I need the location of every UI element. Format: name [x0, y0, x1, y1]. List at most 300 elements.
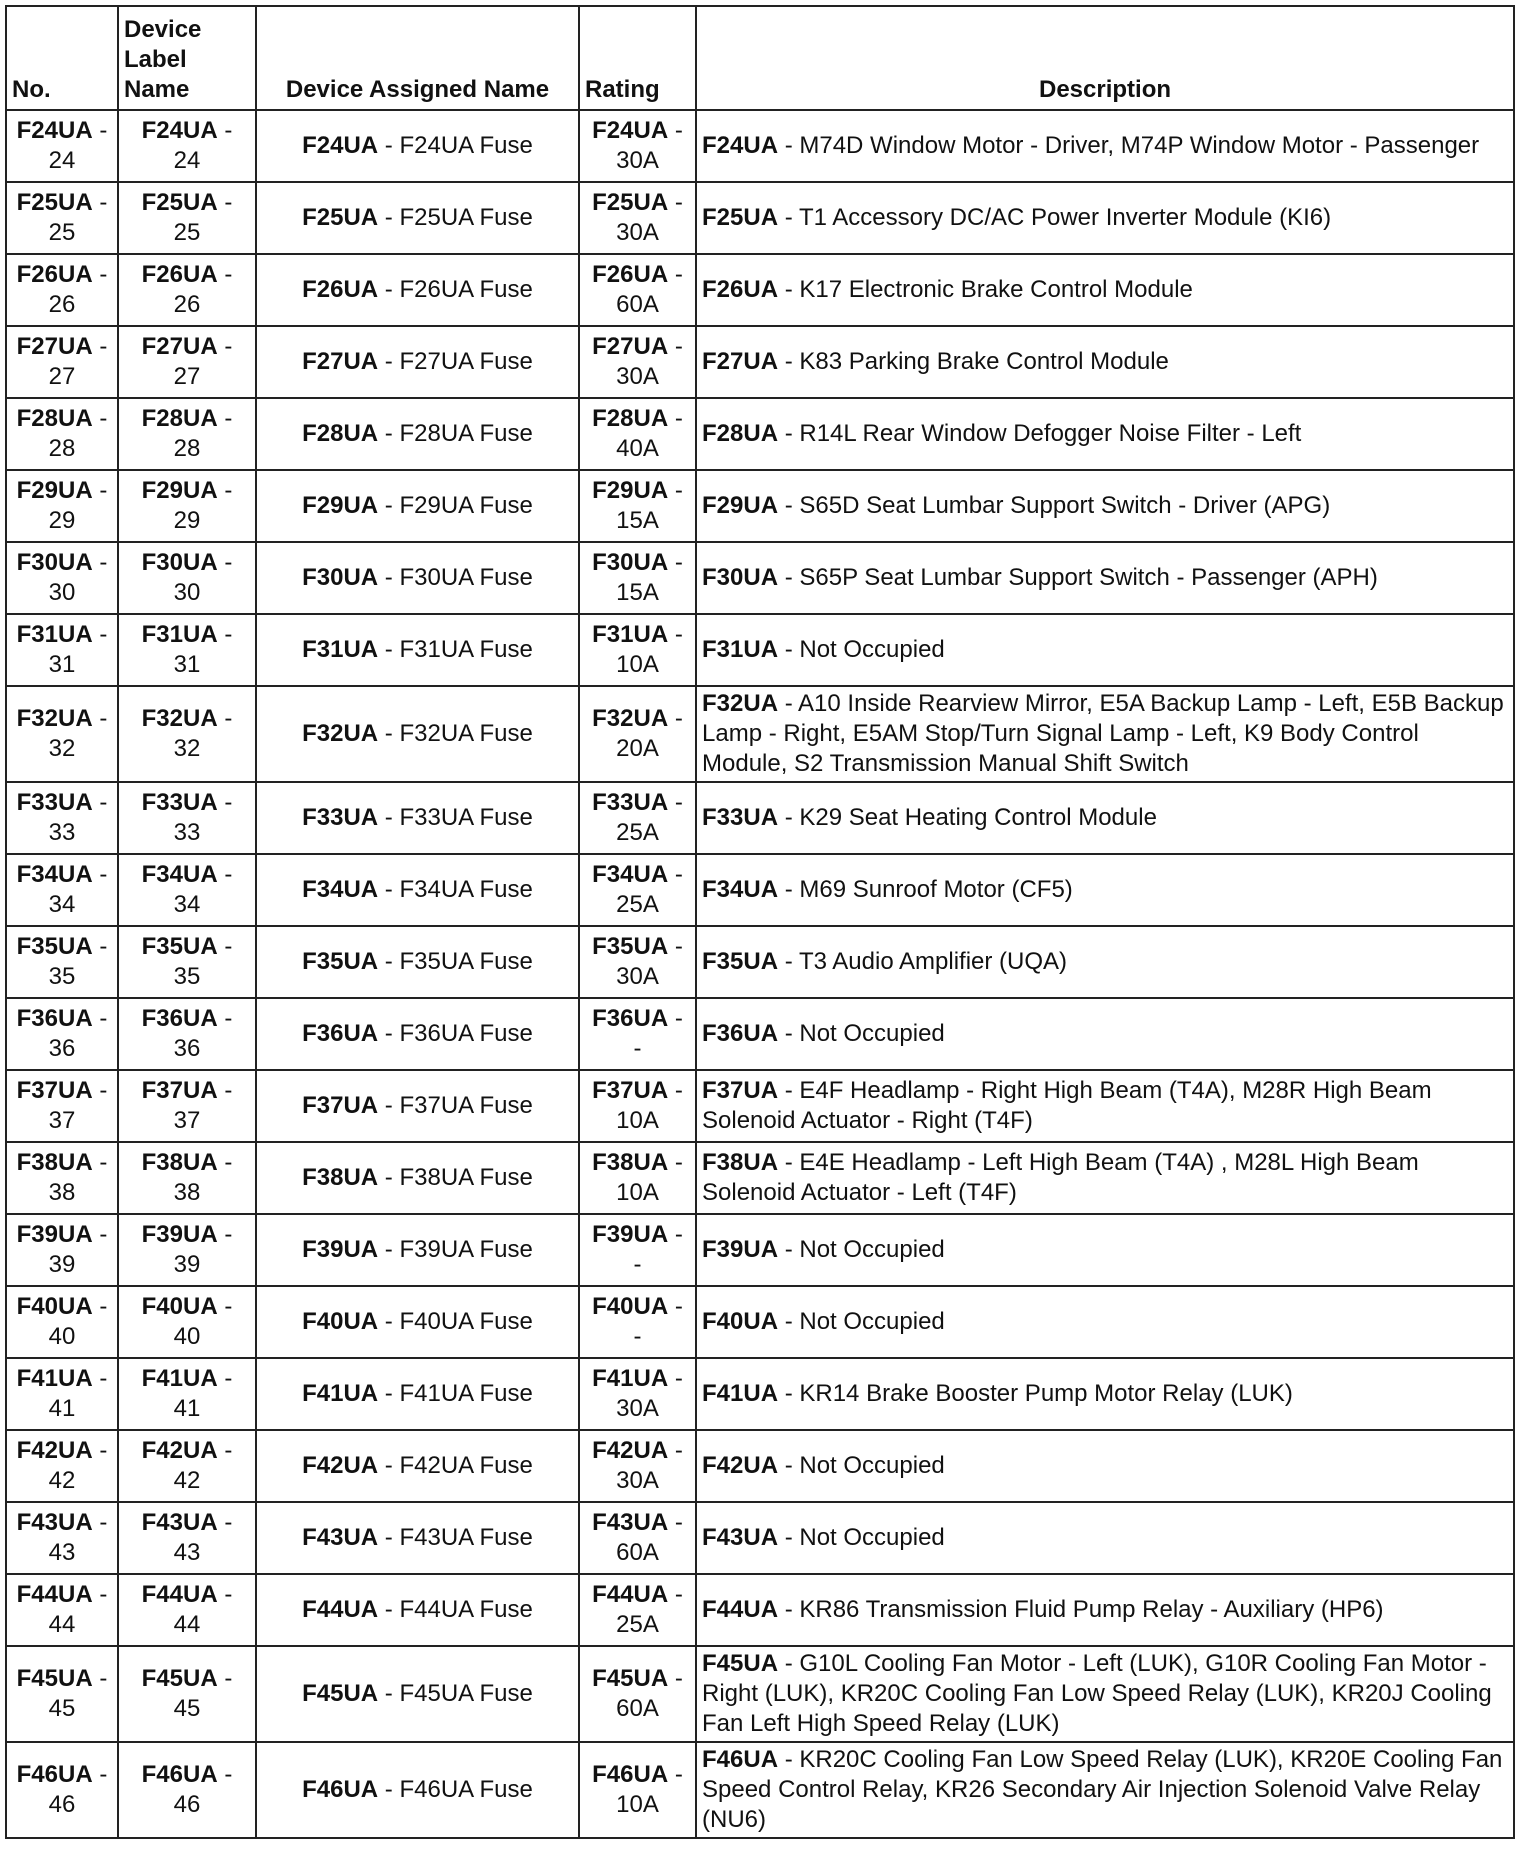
- fuse-number: 33: [48, 819, 76, 846]
- table-row: [6, 1358, 1514, 1430]
- label-code: F34UA: [141, 861, 218, 888]
- rating-code: F29UA: [592, 477, 669, 504]
- label-code: F37UA: [141, 1077, 218, 1104]
- cell-rating: [579, 398, 696, 470]
- cell-no: [6, 1358, 118, 1430]
- cell-device-assigned-name: [256, 470, 579, 542]
- rating-value: 25A: [616, 1611, 659, 1638]
- assigned-name: F24UA Fuse: [399, 132, 533, 159]
- rating-code: F25UA: [592, 189, 669, 216]
- assigned-name: F27UA Fuse: [399, 348, 533, 375]
- rating-code: F37UA: [592, 1077, 669, 1104]
- separator: -: [217, 1293, 233, 1320]
- assigned-code: F35UA: [302, 948, 379, 975]
- separator: -: [778, 348, 800, 375]
- cell-device-assigned-name: [256, 926, 579, 998]
- cell-device-assigned-name: [256, 398, 579, 470]
- separator: -: [378, 132, 400, 159]
- assigned-name: F28UA Fuse: [399, 420, 533, 447]
- separator: -: [378, 348, 400, 375]
- rating-value: 30A: [616, 1395, 659, 1422]
- label-code: F24UA: [141, 117, 218, 144]
- separator: -: [778, 1308, 800, 1335]
- cell-rating: [579, 1502, 696, 1574]
- separator: -: [668, 789, 683, 816]
- cell-no: [6, 254, 118, 326]
- separator: -: [92, 789, 108, 816]
- label-code: F33UA: [141, 789, 218, 816]
- label-code: F42UA: [141, 1437, 218, 1464]
- separator: -: [778, 1650, 800, 1677]
- separator: -: [92, 1509, 108, 1536]
- rating-value: -: [633, 1251, 642, 1278]
- assigned-name: F26UA Fuse: [399, 276, 533, 303]
- cell-rating: [579, 1742, 696, 1838]
- cell-rating: [579, 614, 696, 686]
- description-code: F26UA: [702, 276, 779, 303]
- cell-device-assigned-name: [256, 1502, 579, 1574]
- cell-rating: [579, 782, 696, 854]
- fuse-number: 29: [48, 507, 76, 534]
- separator: -: [668, 477, 683, 504]
- cell-rating: [579, 1358, 696, 1430]
- separator: -: [217, 1761, 233, 1788]
- separator: -: [217, 1365, 233, 1392]
- description-text: S65D Seat Lumbar Support Switch - Driver (APG): [799, 492, 1331, 519]
- rating-value: 60A: [616, 291, 659, 318]
- rating-value: -: [633, 1323, 642, 1350]
- rating-value: 40A: [616, 435, 659, 462]
- assigned-name: F43UA Fuse: [399, 1524, 533, 1551]
- cell-no: [6, 1430, 118, 1502]
- rating-value: 10A: [616, 1791, 659, 1818]
- fuse-number: 30: [48, 579, 76, 606]
- table-row: [6, 1142, 1514, 1214]
- description-text: A10 Inside Rearview Mirror, E5A Backup Lamp - Left, E5B Backup Lamp - Right, E5AM Stop/Turn Signal Lamp - Left, K9 Body Control Module, S2 Transmission Manual Shift Switch: [702, 690, 1504, 777]
- fuse-code: F24UA: [16, 117, 93, 144]
- cell-rating: [579, 470, 696, 542]
- cell-rating: [579, 1214, 696, 1286]
- separator: -: [378, 1020, 400, 1047]
- rating-value: 25A: [616, 891, 659, 918]
- fuse-code: F31UA: [16, 621, 93, 648]
- assigned-code: F41UA: [302, 1380, 379, 1407]
- fuse-code: F25UA: [16, 189, 93, 216]
- fuse-code: F35UA: [16, 933, 93, 960]
- fuse-code: F41UA: [16, 1365, 93, 1392]
- rating-value: 30A: [616, 219, 659, 246]
- cell-device-assigned-name: [256, 1214, 579, 1286]
- separator: -: [378, 564, 400, 591]
- rating-code: F45UA: [592, 1665, 669, 1692]
- rating-value: 60A: [616, 1695, 659, 1722]
- cell-description: [696, 1070, 1514, 1142]
- separator: -: [378, 720, 400, 747]
- cell-description: [696, 542, 1514, 614]
- label-number: 36: [173, 1035, 201, 1062]
- fuse-number: 44: [48, 1611, 76, 1638]
- separator: -: [92, 1149, 108, 1176]
- description-text: E4F Headlamp - Right High Beam (T4A), M28R High Beam Solenoid Actuator - Right (T4F): [702, 1077, 1432, 1134]
- cell-device-label-name: [118, 1214, 256, 1286]
- fuse-code: F26UA: [16, 261, 93, 288]
- table-row: [6, 254, 1514, 326]
- description-code: F36UA: [702, 1020, 779, 1047]
- rating-code: F34UA: [592, 861, 669, 888]
- separator: -: [92, 1077, 108, 1104]
- separator: -: [778, 276, 800, 303]
- fuse-code: F30UA: [16, 549, 93, 576]
- cell-device-label-name: [118, 926, 256, 998]
- cell-device-label-name: [118, 854, 256, 926]
- cell-rating: [579, 542, 696, 614]
- description-text: KR20C Cooling Fan Low Speed Relay (LUK), KR20E Cooling Fan Speed Control Relay, KR26 Secondary Air Injection Solenoid Valve Relay (NU6): [702, 1746, 1503, 1833]
- separator: -: [217, 333, 233, 360]
- separator: -: [668, 1365, 683, 1392]
- cell-device-label-name: [118, 542, 256, 614]
- separator: -: [778, 876, 800, 903]
- cell-device-assigned-name: [256, 998, 579, 1070]
- cell-description: [696, 1214, 1514, 1286]
- separator: -: [378, 948, 400, 975]
- separator: -: [668, 549, 683, 576]
- rating-code: F44UA: [592, 1581, 669, 1608]
- cell-rating: [579, 1286, 696, 1358]
- cell-description: [696, 110, 1514, 182]
- description-text: Not Occupied: [799, 1308, 945, 1335]
- assigned-code: F33UA: [302, 804, 379, 831]
- rating-code: F39UA: [592, 1221, 669, 1248]
- cell-rating: [579, 998, 696, 1070]
- assigned-name: F35UA Fuse: [399, 948, 533, 975]
- table-row: [6, 1574, 1514, 1646]
- label-number: 29: [173, 507, 201, 534]
- assigned-name: F38UA Fuse: [399, 1164, 533, 1191]
- table-row: [6, 470, 1514, 542]
- label-code: F43UA: [141, 1509, 218, 1536]
- separator: -: [668, 705, 683, 732]
- separator: -: [217, 405, 233, 432]
- table-row: [6, 614, 1514, 686]
- separator: -: [778, 1596, 800, 1623]
- cell-no: [6, 542, 118, 614]
- assigned-code: F42UA: [302, 1452, 379, 1479]
- description-text: G10L Cooling Fan Motor - Left (LUK), G10R Cooling Fan Motor - Right (LUK), KR20C Cooling Fan Low Speed Relay (LUK), KR20J Cooling Fan Left High Speed Relay (LUK): [702, 1650, 1492, 1737]
- label-number: 32: [173, 735, 201, 762]
- table-body: [6, 110, 1514, 1838]
- label-number: 24: [173, 147, 201, 174]
- separator: -: [92, 333, 108, 360]
- assigned-code: F24UA: [302, 132, 379, 159]
- assigned-code: F30UA: [302, 564, 379, 591]
- separator: -: [668, 1437, 683, 1464]
- label-code: F31UA: [141, 621, 218, 648]
- label-code: F30UA: [141, 549, 218, 576]
- separator: -: [217, 1149, 233, 1176]
- assigned-code: F34UA: [302, 876, 379, 903]
- separator: -: [378, 420, 400, 447]
- assigned-name: F33UA Fuse: [399, 804, 533, 831]
- description-text: R14L Rear Window Defogger Noise Filter - Left: [799, 420, 1302, 447]
- separator: -: [378, 876, 400, 903]
- fuse-number: 39: [48, 1251, 76, 1278]
- cell-device-assigned-name: [256, 1574, 579, 1646]
- separator: -: [92, 1581, 108, 1608]
- cell-device-assigned-name: [256, 854, 579, 926]
- separator: -: [668, 1005, 683, 1032]
- label-number: 43: [173, 1539, 201, 1566]
- fuse-code: F28UA: [16, 405, 93, 432]
- rating-code: F43UA: [592, 1509, 669, 1536]
- label-code: F32UA: [141, 705, 218, 732]
- separator: -: [92, 117, 108, 144]
- description-code: F27UA: [702, 348, 779, 375]
- label-number: 41: [173, 1395, 201, 1422]
- cell-device-label-name: [118, 182, 256, 254]
- table-row: [6, 1646, 1514, 1742]
- separator: -: [378, 1776, 400, 1803]
- assigned-name: F39UA Fuse: [399, 1236, 533, 1263]
- cell-description: [696, 470, 1514, 542]
- cell-no: [6, 470, 118, 542]
- label-code: F36UA: [141, 1005, 218, 1032]
- cell-device-label-name: [118, 398, 256, 470]
- assigned-name: F30UA Fuse: [399, 564, 533, 591]
- fuse-number: 46: [48, 1791, 76, 1818]
- cell-device-assigned-name: [256, 1286, 579, 1358]
- separator: -: [217, 1077, 233, 1104]
- separator: -: [668, 933, 683, 960]
- separator: -: [92, 189, 108, 216]
- rating-value: 30A: [616, 363, 659, 390]
- separator: -: [217, 1665, 233, 1692]
- rating-code: F32UA: [592, 705, 669, 732]
- separator: -: [668, 1665, 683, 1692]
- table-row: [6, 1502, 1514, 1574]
- label-number: 39: [173, 1251, 201, 1278]
- description-text: E4E Headlamp - Left High Beam (T4A) , M28L High Beam Solenoid Actuator - Left (T4F): [702, 1149, 1419, 1206]
- cell-device-assigned-name: [256, 110, 579, 182]
- fuse-number: 42: [48, 1467, 76, 1494]
- separator: -: [378, 1452, 400, 1479]
- cell-device-label-name: [118, 1502, 256, 1574]
- assigned-name: F29UA Fuse: [399, 492, 533, 519]
- separator: -: [668, 117, 683, 144]
- cell-description: [696, 182, 1514, 254]
- separator: -: [217, 861, 233, 888]
- assigned-name: F25UA Fuse: [399, 204, 533, 231]
- cell-no: [6, 782, 118, 854]
- separator: -: [217, 189, 233, 216]
- cell-device-assigned-name: [256, 542, 579, 614]
- fuse-code: F42UA: [16, 1437, 93, 1464]
- description-code: F32UA: [702, 690, 779, 717]
- separator: -: [378, 636, 400, 663]
- separator: -: [92, 405, 108, 432]
- assigned-code: F28UA: [302, 420, 379, 447]
- cell-no: [6, 1646, 118, 1742]
- separator: -: [668, 861, 683, 888]
- cell-description: [696, 782, 1514, 854]
- rating-code: F36UA: [592, 1005, 669, 1032]
- rating-code: F30UA: [592, 549, 669, 576]
- table-row: [6, 686, 1514, 782]
- label-number: 45: [173, 1695, 201, 1722]
- assigned-name: F36UA Fuse: [399, 1020, 533, 1047]
- cell-device-label-name: [118, 326, 256, 398]
- cell-device-assigned-name: [256, 1070, 579, 1142]
- cell-description: [696, 854, 1514, 926]
- cell-device-label-name: [118, 1358, 256, 1430]
- assigned-name: F31UA Fuse: [399, 636, 533, 663]
- label-code: F45UA: [141, 1665, 218, 1692]
- assigned-code: F36UA: [302, 1020, 379, 1047]
- separator: -: [92, 705, 108, 732]
- cell-no: [6, 926, 118, 998]
- cell-description: [696, 326, 1514, 398]
- label-number: 37: [173, 1107, 201, 1134]
- description-code: F37UA: [702, 1077, 779, 1104]
- cell-device-assigned-name: [256, 1142, 579, 1214]
- fuse-code: F39UA: [16, 1221, 93, 1248]
- rating-code: F28UA: [592, 405, 669, 432]
- rating-code: F24UA: [592, 117, 669, 144]
- separator: -: [378, 1092, 400, 1119]
- description-code: F38UA: [702, 1149, 779, 1176]
- cell-rating: [579, 1646, 696, 1742]
- separator: -: [668, 333, 683, 360]
- separator: -: [378, 804, 400, 831]
- cell-description: [696, 254, 1514, 326]
- cell-device-label-name: [118, 998, 256, 1070]
- cell-no: [6, 1742, 118, 1838]
- fuse-number: 37: [48, 1107, 76, 1134]
- separator: -: [668, 1761, 683, 1788]
- separator: -: [217, 117, 233, 144]
- assigned-code: F45UA: [302, 1680, 379, 1707]
- cell-device-assigned-name: [256, 1646, 579, 1742]
- fuse-number: 38: [48, 1179, 76, 1206]
- header-row: [6, 6, 1514, 110]
- rating-value: 30A: [616, 147, 659, 174]
- assigned-code: F38UA: [302, 1164, 379, 1191]
- assigned-code: F37UA: [302, 1092, 379, 1119]
- assigned-name: F41UA Fuse: [399, 1380, 533, 1407]
- label-number: 27: [173, 363, 201, 390]
- fuse-number: 24: [48, 147, 76, 174]
- cell-rating: [579, 686, 696, 782]
- fuse-number: 43: [48, 1539, 76, 1566]
- description-code: F42UA: [702, 1452, 779, 1479]
- assigned-code: F26UA: [302, 276, 379, 303]
- cell-device-assigned-name: [256, 614, 579, 686]
- cell-no: [6, 326, 118, 398]
- rating-value: 20A: [616, 735, 659, 762]
- description-code: F33UA: [702, 804, 779, 831]
- fuse-code: F27UA: [16, 333, 93, 360]
- separator: -: [217, 705, 233, 732]
- separator: -: [217, 477, 233, 504]
- label-code: F39UA: [141, 1221, 218, 1248]
- rating-code: F33UA: [592, 789, 669, 816]
- description-code: F44UA: [702, 1596, 779, 1623]
- description-text: Not Occupied: [799, 1020, 945, 1047]
- cell-no: [6, 998, 118, 1070]
- cell-device-assigned-name: [256, 326, 579, 398]
- label-number: 28: [173, 435, 201, 462]
- cell-description: [696, 1430, 1514, 1502]
- fuse-code: F40UA: [16, 1293, 93, 1320]
- fuse-code: F32UA: [16, 705, 93, 732]
- fuse-number: 26: [48, 291, 76, 318]
- cell-device-label-name: [118, 110, 256, 182]
- separator: -: [668, 1581, 683, 1608]
- cell-description: [696, 1742, 1514, 1838]
- cell-device-label-name: [118, 1286, 256, 1358]
- cell-description: [696, 1358, 1514, 1430]
- description-text: Not Occupied: [799, 636, 945, 663]
- cell-no: [6, 854, 118, 926]
- cell-no: [6, 686, 118, 782]
- cell-no: [6, 398, 118, 470]
- fuse-number: 45: [48, 1695, 76, 1722]
- cell-rating: [579, 1070, 696, 1142]
- separator: -: [92, 261, 108, 288]
- separator: -: [668, 621, 683, 648]
- header-no: No.: [6, 6, 118, 110]
- rating-code: F42UA: [592, 1437, 669, 1464]
- assigned-code: F44UA: [302, 1596, 379, 1623]
- label-number: 38: [173, 1179, 201, 1206]
- fuse-number: 41: [48, 1395, 76, 1422]
- description-text: Not Occupied: [799, 1236, 945, 1263]
- separator: -: [668, 1221, 683, 1248]
- description-code: F31UA: [702, 636, 779, 663]
- cell-device-assigned-name: [256, 686, 579, 782]
- label-code: F28UA: [141, 405, 218, 432]
- description-code: F43UA: [702, 1524, 779, 1551]
- description-code: F24UA: [702, 132, 779, 159]
- separator: -: [378, 1596, 400, 1623]
- label-code: F26UA: [141, 261, 218, 288]
- cell-device-label-name: [118, 1430, 256, 1502]
- fuse-number: 27: [48, 363, 76, 390]
- rating-value: 60A: [616, 1539, 659, 1566]
- fuse-code: F37UA: [16, 1077, 93, 1104]
- cell-device-label-name: [118, 782, 256, 854]
- rating-value: 25A: [616, 819, 659, 846]
- label-number: 30: [173, 579, 201, 606]
- separator: -: [92, 1221, 108, 1248]
- label-code: F25UA: [141, 189, 218, 216]
- assigned-name: F42UA Fuse: [399, 1452, 533, 1479]
- label-number: 44: [173, 1611, 201, 1638]
- rating-code: F40UA: [592, 1293, 669, 1320]
- rating-code: F35UA: [592, 933, 669, 960]
- cell-device-assigned-name: [256, 1358, 579, 1430]
- separator: -: [92, 1761, 108, 1788]
- cell-device-assigned-name: [256, 782, 579, 854]
- table-row: [6, 854, 1514, 926]
- description-code: F46UA: [702, 1746, 779, 1773]
- separator: -: [668, 1293, 683, 1320]
- cell-no: [6, 1286, 118, 1358]
- label-number: 26: [173, 291, 201, 318]
- header-device-label-name: Device Label Name: [118, 6, 256, 110]
- separator: -: [378, 1380, 400, 1407]
- label-code: F40UA: [141, 1293, 218, 1320]
- separator: -: [217, 549, 233, 576]
